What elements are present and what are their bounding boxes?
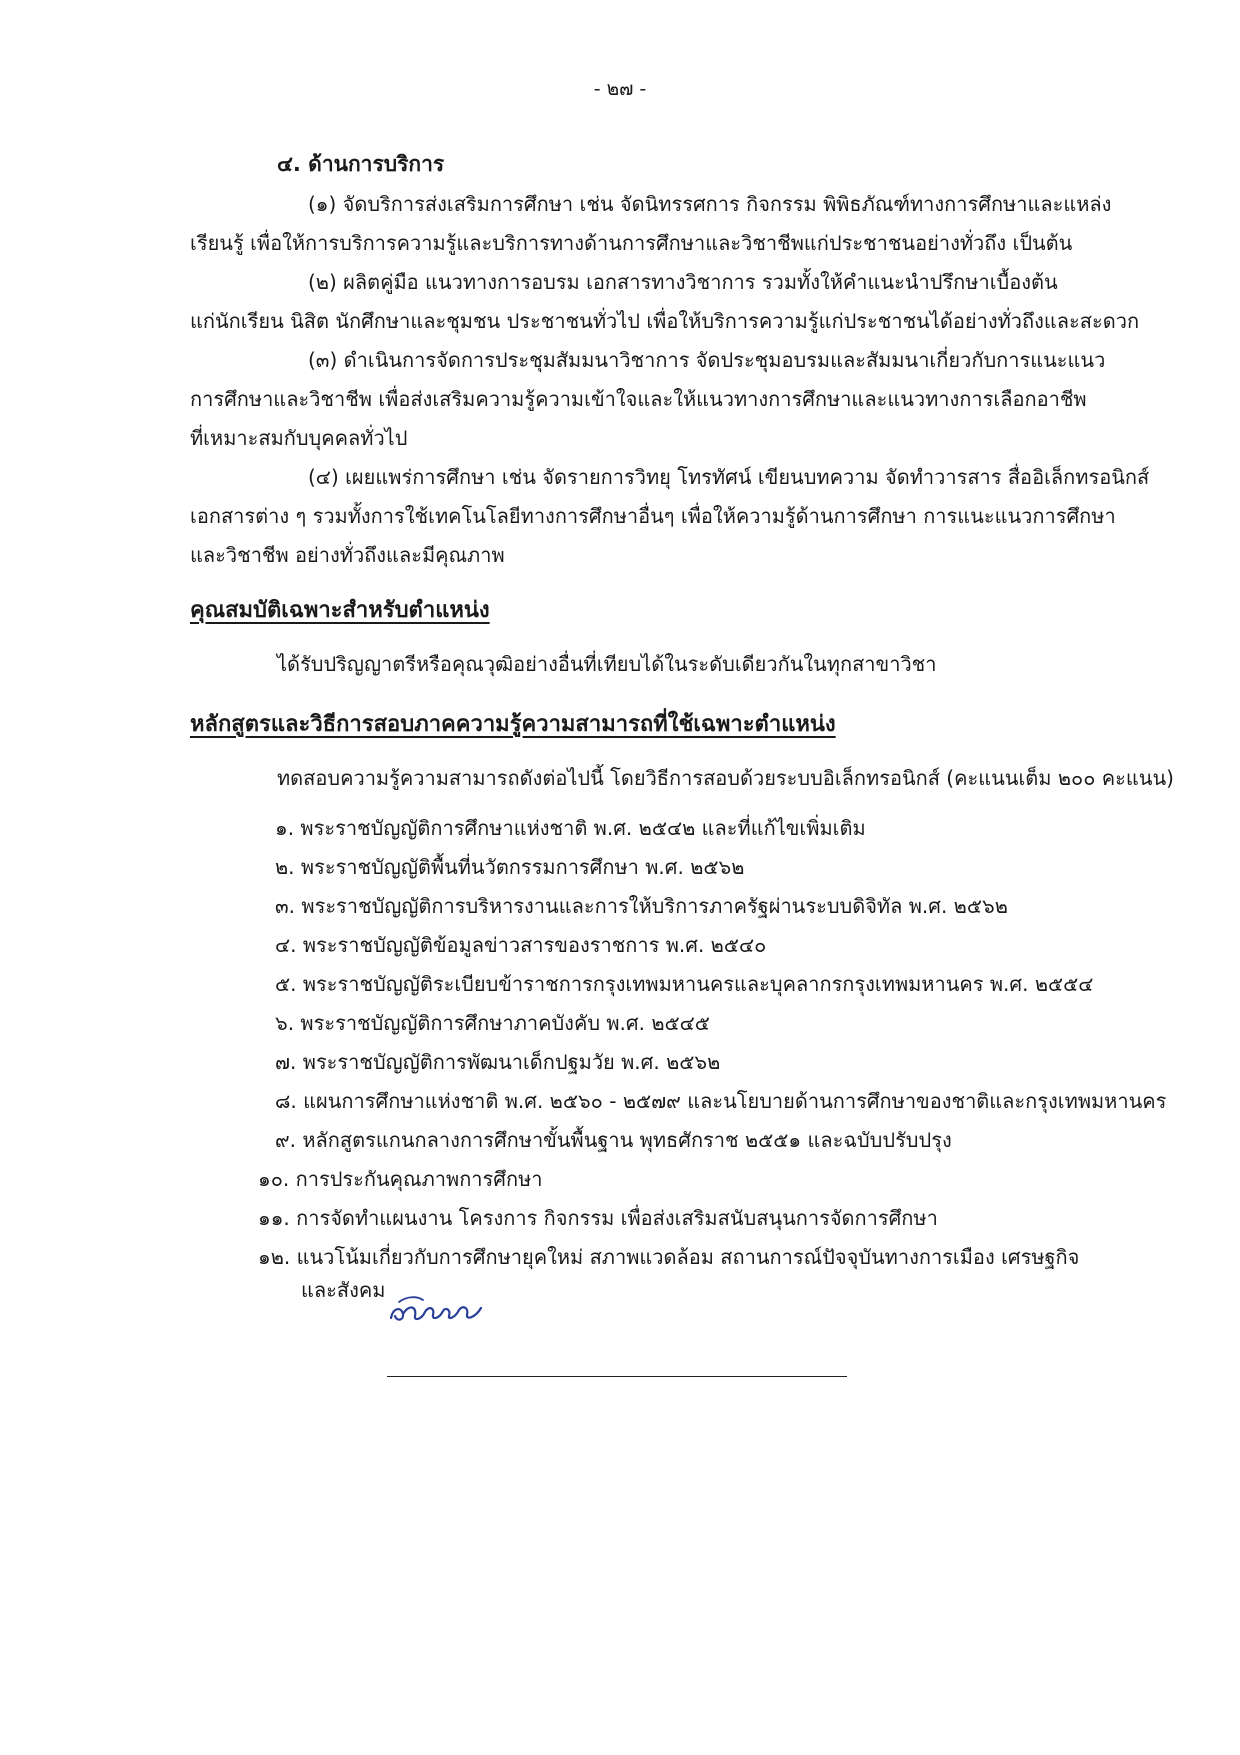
qualifications-text: ได้รับปริญญาตรีหรือคุณวุฒิอย่างอื่นที่เทียบได้ในระดับเดียวกันในทุกสาขาวิชา xyxy=(277,652,937,676)
list-item: ๒. พระราชบัญญัติพื้นที่นวัตกรรมการศึกษา พ.ศ. ๒๕๖๒ xyxy=(275,855,745,879)
list-item: ๑๒. แนวโน้มเกี่ยวกับการศึกษายุคใหม่ สภาพแวดล้อม สถานการณ์ปัจจุบันทางการเมือง เศรษฐกิจ xyxy=(258,1245,1080,1269)
list-item: ๕. พระราชบัญญัติระเบียบข้าราชการกรุงเทพมหานครและบุคลากรกรุงเทพมหานคร พ.ศ. ๒๕๕๔ xyxy=(275,972,1094,996)
list-item: ๖. พระราชบัญญัติการศึกษาภาคบังคับ พ.ศ. ๒๕๔๕ xyxy=(275,1011,710,1035)
handwritten-initials-icon xyxy=(387,1290,497,1330)
service-section-title: ๔. ด้านการบริการ xyxy=(277,152,445,176)
list-item: ๙. หลักสูตรแกนกลางการศึกษาขั้นพื้นฐาน พุทธศักราช ๒๕๕๑ และฉบับปรับปรุง xyxy=(275,1128,952,1152)
service-line: (๒) ผลิตคู่มือ แนวทางการอบรม เอกสารทางวิชาการ รวมทั้งให้คำแนะนำปรึกษาเบื้องต้น xyxy=(308,270,1058,294)
service-line: เอกสารต่าง ๆ รวมทั้งการใช้เทคโนโลยีทางการศึกษาอื่นๆ เพื่อให้ความรู้ด้านการศึกษา การแนะแนวการศึกษา xyxy=(190,504,1116,528)
list-item: ๑๑. การจัดทำแผนงาน โครงการ กิจกรรม เพื่อส่งเสริมสนับสนุนการจัดการศึกษา xyxy=(258,1206,938,1230)
service-line: (๓) ดำเนินการจัดการประชุมสัมมนาวิชาการ จัดประชุมอบรมและสัมมนาเกี่ยวกับการแนะแนว xyxy=(308,348,1106,372)
service-line: (๑) จัดบริการส่งเสริมการศึกษา เช่น จัดนิทรรศการ กิจกรรม พิพิธภัณฑ์ทางการศึกษาและแหล่ง xyxy=(308,192,1112,216)
curriculum-heading: หลักสูตรและวิธีการสอบภาคความรู้ความสามารถที่ใช้เฉพาะตำแหน่ง xyxy=(190,712,836,737)
service-line: ที่เหมาะสมกับบุคคลทั่วไป xyxy=(190,426,408,450)
list-item: ๑. พระราชบัญญัติการศึกษาแห่งชาติ พ.ศ. ๒๕๔๒ และที่แก้ไขเพิ่มเติม xyxy=(275,816,866,840)
service-line: และวิชาชีพ อย่างทั่วถึงและมีคุณภาพ xyxy=(190,543,505,567)
list-item: ๑๐. การประกันคุณภาพการศึกษา xyxy=(258,1167,543,1191)
list-item: ๓. พระราชบัญญัติการบริหารงานและการให้บริการภาครัฐผ่านระบบดิจิทัล พ.ศ. ๒๕๖๒ xyxy=(275,894,1008,918)
service-line: แก่นักเรียน นิสิต นักศึกษาและชุมชน ประชาชนทั่วไป เพื่อให้บริการความรู้แก่ประชาชนได้อย่างทั่วถึงและสะดวก xyxy=(190,309,1140,333)
service-line: (๔) เผยแพร่การศึกษา เช่น จัดรายการวิทยุ โทรทัศน์ เขียนบทความ จัดทำวารสาร สื่ออิเล็กทรอนิกส์ xyxy=(308,465,1150,489)
list-item: ๔. พระราชบัญญัติข้อมูลข่าวสารของราชการ พ.ศ. ๒๕๔๐ xyxy=(275,933,767,957)
list-item-continuation: และสังคม xyxy=(301,1278,386,1302)
page-number: - ๒๗ - xyxy=(593,78,647,100)
curriculum-intro: ทดสอบความรู้ความสามารถดังต่อไปนี้ โดยวิธีการสอบด้วยระบบอิเล็กทรอนิกส์ (คะแนนเต็ม ๒๐๐ คะแนน) xyxy=(277,766,1174,790)
list-item: ๘. แผนการศึกษาแห่งชาติ พ.ศ. ๒๕๖๐ - ๒๕๗๙ และนโยบายด้านการศึกษาของชาติและกรุงเทพมหานคร xyxy=(275,1089,1167,1113)
service-line: เรียนรู้ เพื่อให้การบริการความรู้และบริการทางด้านการศึกษาและวิชาชีพแก่ประชาชนอย่างทั่วถึง เป็นต้น xyxy=(190,231,1073,255)
service-line: การศึกษาและวิชาชีพ เพื่อส่งเสริมความรู้ความเข้าใจและให้แนวทางการศึกษาและแนวทางการเลือกอาชีพ xyxy=(190,387,1087,411)
qualifications-heading: คุณสมบัติเฉพาะสำหรับตำแหน่ง xyxy=(190,598,490,623)
bottom-rule xyxy=(387,1376,847,1377)
list-item: ๗. พระราชบัญญัติการพัฒนาเด็กปฐมวัย พ.ศ. ๒๕๖๒ xyxy=(275,1050,721,1074)
